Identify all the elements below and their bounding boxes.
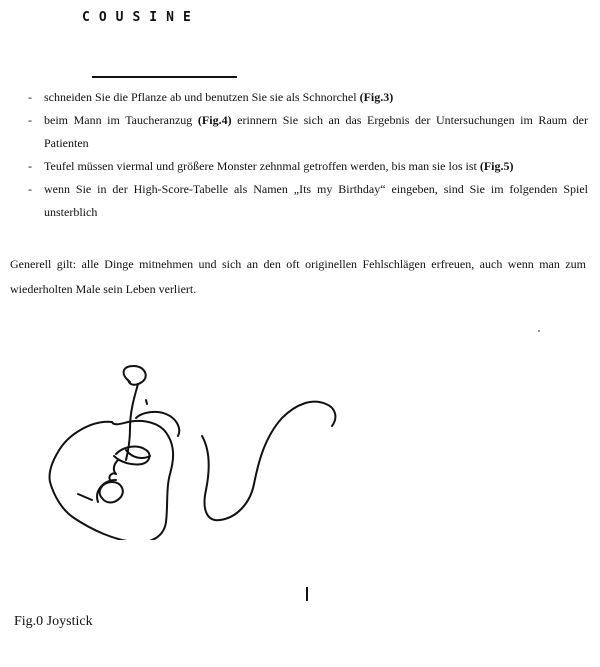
list-item bbox=[28, 86, 588, 109]
figure-ref: (Fig.5) bbox=[479, 159, 514, 173]
bullet-marker: - bbox=[28, 113, 32, 127]
bullet-marker: - bbox=[28, 159, 32, 173]
joystick-sketch-icon bbox=[30, 360, 350, 540]
body-paragraph: Generell gilt: alle Dinge mitnehmen und sich an den oft originellen Fehlschlägen erfreuen, auch wenn man zum wiederholten Male sein Leben verliert. bbox=[10, 257, 586, 296]
figure-ref: (Fig.3) bbox=[359, 90, 394, 104]
section-rule bbox=[92, 76, 237, 78]
page-header-title: COUSINE bbox=[82, 10, 200, 25]
list-item bbox=[28, 109, 588, 155]
bullet-text: beim Mann im Taucheranzug bbox=[44, 113, 198, 127]
list-item bbox=[28, 155, 588, 178]
tips-list bbox=[28, 86, 588, 224]
bullet-text: Teufel müssen viermal und größere Monster zehnmal getroffen werden, bis man sie los ist bbox=[44, 159, 480, 173]
bullet-marker: - bbox=[28, 90, 32, 104]
bullet-tail: erinnern Sie sich an das Ergebnis der Untersuchungen im Raum der Patienten bbox=[44, 113, 589, 150]
list-item bbox=[28, 178, 588, 224]
scan-mark bbox=[306, 587, 308, 601]
scan-speck bbox=[538, 330, 540, 332]
bullet-text: wenn Sie in der High-Score-Tabelle als Namen „Its my Birthday“ eingeben, sind Sie im folgenden Spiel unsterblich bbox=[44, 182, 588, 219]
figure-ref: (Fig.4) bbox=[197, 113, 232, 127]
bullet-marker: - bbox=[28, 182, 32, 196]
bullet-text: schneiden Sie die Pflanze ab und benutzen Sie sie als Schnorchel bbox=[44, 90, 360, 104]
figure-caption: Fig.0 Joystick bbox=[14, 614, 93, 629]
